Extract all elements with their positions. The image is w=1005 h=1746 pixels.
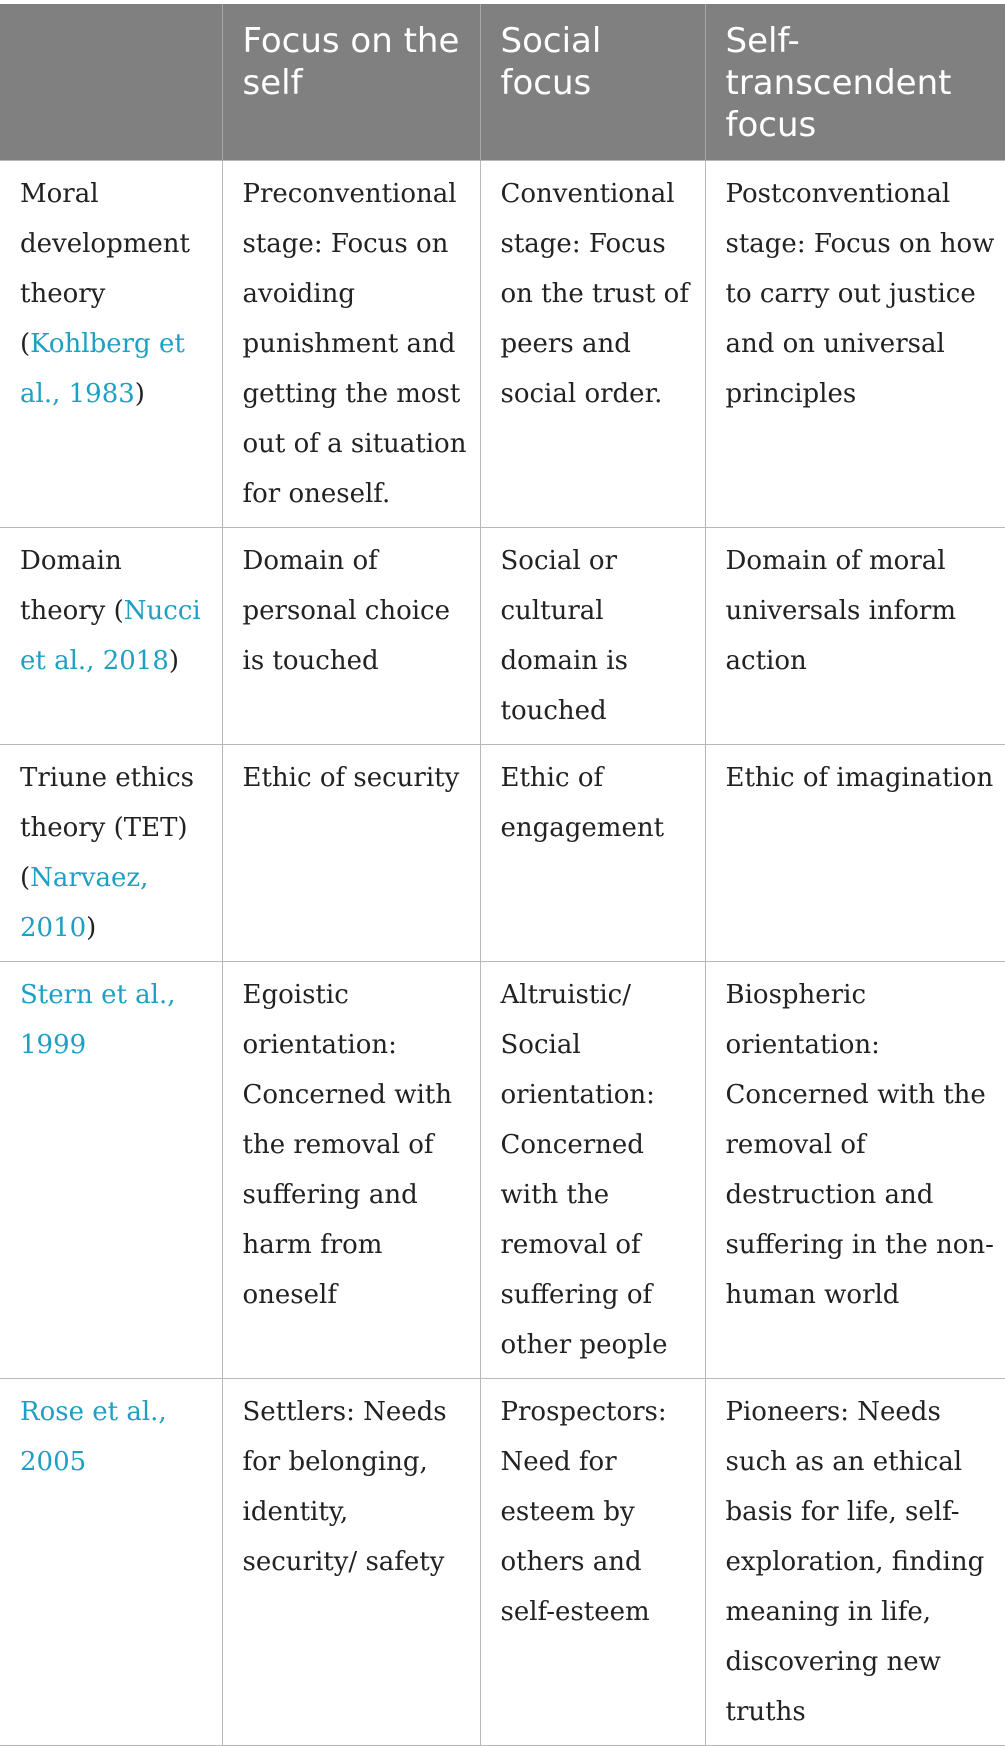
table-row: [0, 161, 1005, 528]
self-focus-cell: Preconventional stage: Focus on avoiding punishment and getting the most out of a situation for oneself.: [222, 161, 480, 528]
table-row: [0, 745, 1005, 962]
citation-link[interactable]: Kohlberg et al., 1983: [20, 329, 185, 409]
theory-cell: [0, 962, 222, 1379]
social-focus-cell: Ethic of engagement: [480, 745, 705, 962]
citation-link[interactable]: Rose et al., 2005: [20, 1397, 167, 1477]
self-focus-cell: Egoistic orientation: Concerned with the removal of suffering and harm from oneself: [222, 962, 480, 1379]
citation-link[interactable]: Stern et al., 1999: [20, 980, 176, 1060]
moral-focus-table: [0, 4, 1005, 1746]
self-focus-cell: Domain of personal choice is touched: [222, 528, 480, 745]
citation-link[interactable]: Narvaez, 2010: [20, 863, 149, 943]
transcendent-focus-cell: Postconventional stage: Focus on how to carry out justice and on universal principles: [705, 161, 1005, 528]
table-row: [0, 962, 1005, 1379]
table-row: [0, 1379, 1005, 1746]
citation-link[interactable]: Nucci et al., 2018: [20, 596, 201, 676]
header-social-focus: Social focus: [480, 4, 705, 161]
social-focus-cell: Social or cultural domain is touched: [480, 528, 705, 745]
table-row: [0, 528, 1005, 745]
transcendent-focus-cell: Biospheric orientation: Concerned with the removal of destruction and suffering in the non-human world: [705, 962, 1005, 1379]
theory-text: Triune ethics theory (TET) (: [20, 763, 195, 893]
social-focus-cell: Conventional stage: Focus on the trust of peers and social order.: [480, 161, 705, 528]
theory-text-after: ): [86, 913, 97, 943]
self-focus-cell: Settlers: Needs for belonging, identity, security/ safety: [222, 1379, 480, 1746]
transcendent-focus-cell: Domain of moral universals inform action: [705, 528, 1005, 745]
header-row: [0, 4, 1005, 161]
table-container: [0, 4, 1005, 1746]
transcendent-focus-cell: Ethic of imagination: [705, 745, 1005, 962]
theory-text: Domain theory (: [20, 546, 124, 626]
social-focus-cell: Altruistic/ Social orientation: Concerned with the removal of suffering of other people: [480, 962, 705, 1379]
theory-cell: [0, 745, 222, 962]
header-focus-on-self: Focus on the self: [222, 4, 480, 161]
social-focus-cell: Prospectors: Need for esteem by others and self-esteem: [480, 1379, 705, 1746]
header-theory: [0, 4, 222, 161]
theory-cell: [0, 1379, 222, 1746]
theory-cell: [0, 161, 222, 528]
header-self-transcendent-focus: Self-transcendent focus: [705, 4, 1005, 161]
transcendent-focus-cell: Pioneers: Needs such as an ethical basis for life, self-exploration, finding meaning in life, discovering new truths: [705, 1379, 1005, 1746]
table-header: [0, 4, 1005, 161]
theory-text: Moral development theory (: [20, 179, 190, 359]
theory-text-after: ): [134, 379, 145, 409]
theory-cell: [0, 528, 222, 745]
theory-text-after: ): [168, 646, 180, 676]
table-body: [0, 161, 1005, 1746]
self-focus-cell: Ethic of security: [222, 745, 480, 962]
